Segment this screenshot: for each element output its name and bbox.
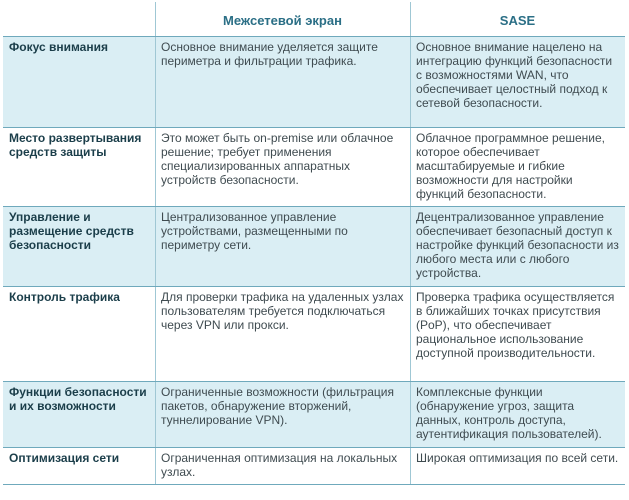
row-firewall: Ограниченная оптимизация на локальных узлах. — [161, 451, 398, 479]
column-divider — [410, 287, 411, 381]
table-row — [3, 381, 625, 447]
column-divider — [155, 448, 156, 484]
row-sase: Проверка трафика осуществляется в ближайших точках присутствия (PoP), что обеспечивает рациональное использование доступной производительности. — [416, 290, 615, 360]
row-sase: Децентрализованное управление обеспечивает безопасный доступ к настройке функций безопасности из любого места или с любого устройства. — [416, 210, 619, 280]
column-divider — [410, 207, 411, 286]
column-divider — [155, 207, 156, 286]
table-row — [3, 286, 625, 381]
column-divider — [410, 448, 411, 484]
row-aspect: Контроль трафика — [9, 290, 120, 304]
row-sase: Облачное программное решение, которое обеспечивает масштабируемые и гибкие возможности для настройки функций безопасности. — [416, 131, 606, 201]
row-firewall: Это может быть on-premise или облачное решение; требует применения специализированных аппаратных устройств безопасности. — [161, 131, 394, 187]
row-firewall: Централизованное управление устройствами, размещенными по периметру сети. — [161, 210, 348, 252]
row-sase: Основное внимание нацелено на интеграцию функций безопасности с возможностями WAN, что обеспечивает целостный подход к сетевой безопасности. — [416, 40, 613, 110]
column-divider — [155, 37, 156, 127]
table-row — [3, 36, 625, 127]
row-aspect: Оптимизация сети — [9, 451, 120, 465]
row-firewall: Для проверки трафика на удаленных узлах пользователям требуется подключаться через VPN или прокси. — [161, 290, 404, 332]
table-row — [3, 447, 625, 485]
row-aspect: Функции безопасности и их возможности — [9, 385, 147, 413]
header-sase: SASE — [499, 13, 536, 28]
column-divider — [155, 2, 156, 36]
column-divider — [410, 2, 411, 36]
row-aspect: Фокус внимания — [9, 40, 108, 54]
column-divider — [410, 37, 411, 127]
column-divider — [155, 128, 156, 206]
row-firewall: Ограниченные возможности (фильтрация пакетов, обнаружение вторжений, туннелирование VPN). — [161, 385, 394, 427]
header-aspect — [3, 2, 155, 36]
column-divider — [155, 287, 156, 381]
table-row — [3, 206, 625, 286]
row-aspect: Место развертывания средств защиты — [9, 131, 142, 159]
row-sase: Широкая оптимизация по всей сети. — [416, 451, 619, 465]
column-divider — [155, 382, 156, 447]
row-aspect: Управление и размещение средств безопасности — [9, 210, 134, 252]
column-divider — [410, 382, 411, 447]
row-firewall: Основное внимание уделяется защите периметра и фильтрации трафика. — [161, 40, 378, 68]
column-divider — [410, 128, 411, 206]
row-sase: Комплексные функции (обнаружение угроз, защита данных, контроль доступа, аутентификация пользователей). — [416, 385, 602, 441]
header-firewall: Межсетевой экран — [223, 13, 342, 28]
comparison-table — [3, 2, 625, 485]
table-header-row — [3, 2, 625, 36]
table-row — [3, 127, 625, 206]
